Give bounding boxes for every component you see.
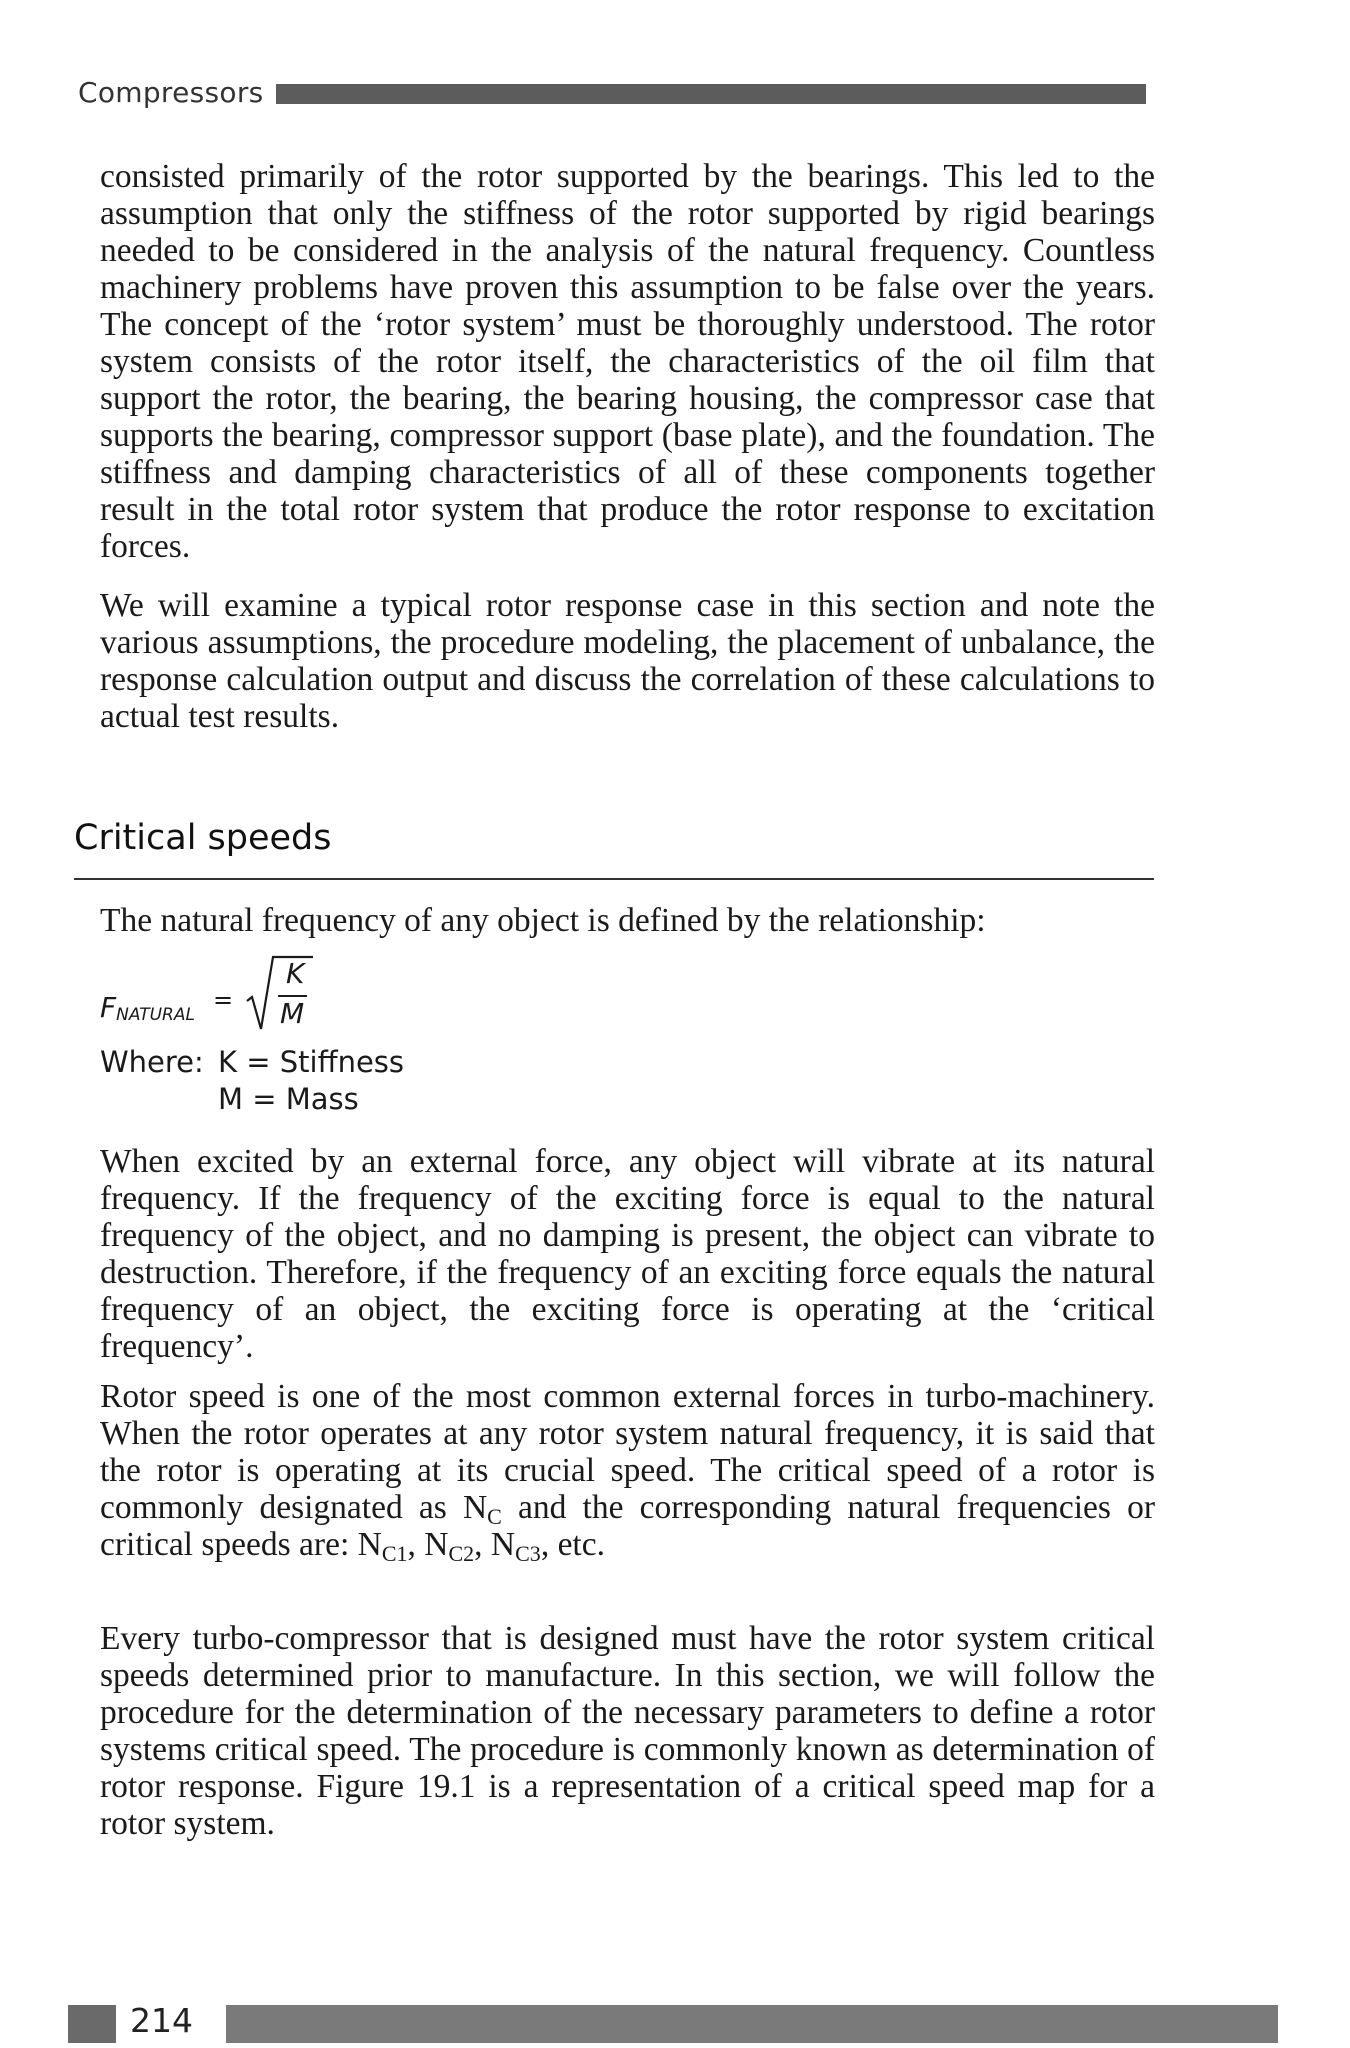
subscript-c: C bbox=[487, 1504, 502, 1529]
subscript-c2: C2 bbox=[448, 1541, 475, 1566]
separator: , bbox=[474, 1526, 491, 1563]
formula-numerator: K bbox=[286, 957, 305, 990]
separator: , bbox=[407, 1526, 425, 1563]
symbol-n: N bbox=[424, 1526, 449, 1563]
paragraph-critical-speed-procedure: Every turbo-compressor that is designed must have the rotor system critical speeds determined prior to manufacture. In this section, we will follow the procedure for the determination of the necessary parameters to define a rotor systems critical speed. The procedure is commonly known as determination of rotor response. Figure 19.1 is a representation of a critical speed map for a rotor system. bbox=[100, 1620, 1155, 1842]
text-segment: Rotor speed is one of the most common external forces in turbo-machinery. When the rotor operates at any rotor system natural frequency, it is said that the rotor is operating at its crucial speed. The critical speed of a rotor is commonly designated as bbox=[100, 1378, 1155, 1526]
page-number: 214 bbox=[130, 2001, 193, 2040]
paragraph-rotor-speed bbox=[100, 1378, 1155, 1566]
text-segment: and the corresponding natural frequencies or critical speeds are: bbox=[100, 1489, 1155, 1563]
paragraph-rotor-system: consisted primarily of the rotor supported by the bearings. This led to the assumption that only the stiffness of the rotor supported by rigid bearings needed to be considered in the analysis of the natural frequency. Countless machinery problems have proven this assumption to be false over the years. The concept of the ‘rotor system’ must be thoroughly understood. The rotor system consists of the rotor itself, the characteristics of the oil film that support the rotor, the bearing, the bearing housing, the compressor case that supports the bearing, compressor support (base plate), and the foundation. The stiffness and damping characteristics of all of these components together result in the total rotor system that produce the rotor response to excitation forces. bbox=[100, 158, 1155, 565]
header-rule-bar bbox=[276, 84, 1146, 104]
running-header-title: Compressors bbox=[78, 75, 264, 109]
subscript-c3: C3 bbox=[515, 1541, 541, 1566]
symbol-n: N bbox=[490, 1526, 516, 1563]
symbol-n: N bbox=[462, 1489, 488, 1526]
text-segment: , etc. bbox=[540, 1526, 605, 1563]
footer-block bbox=[68, 2005, 116, 2043]
definition-stiffness: K = Stiffness bbox=[218, 1045, 405, 1079]
paragraph-rotor-response-case: We will examine a typical rotor response case in this section and note the various assumptions, the procedure modeling, the placement of unbalance, the response calculation output and discuss the correlation of these calculations to actual test results. bbox=[100, 587, 1155, 735]
natural-frequency-formula bbox=[100, 955, 340, 1035]
page-footer bbox=[68, 2003, 1278, 2045]
section-heading-critical-speeds: Critical speeds bbox=[74, 818, 332, 858]
running-header bbox=[78, 72, 1146, 112]
symbol-n: N bbox=[357, 1526, 382, 1563]
definition-mass: M = Mass bbox=[218, 1082, 359, 1116]
paragraph-natural-frequency-intro: The natural frequency of any object is defined by the relationship: bbox=[100, 902, 986, 939]
footer-bar bbox=[226, 2005, 1278, 2043]
formula-lhs-symbol: F bbox=[100, 991, 117, 1024]
subscript-c1: C1 bbox=[381, 1541, 408, 1566]
definitions-label: Where: bbox=[100, 1045, 204, 1079]
formula-lhs-subscript: NATURAL bbox=[116, 1005, 195, 1025]
formula-equals: = bbox=[213, 986, 234, 1014]
formula-denominator: M bbox=[280, 997, 305, 1030]
section-rule bbox=[74, 878, 1154, 880]
paragraph-excitation: When excited by an external force, any object will vibrate at its natural frequency. If the frequency of the exciting force is equal to the natural frequency of the object, and no damping is present, the object can vibrate to destruction. Therefore, if the frequency of an exciting force equals the natural frequency of an object, the exciting force is operating at the ‘critical frequency’. bbox=[100, 1143, 1155, 1365]
formula-lhs bbox=[100, 991, 195, 1025]
